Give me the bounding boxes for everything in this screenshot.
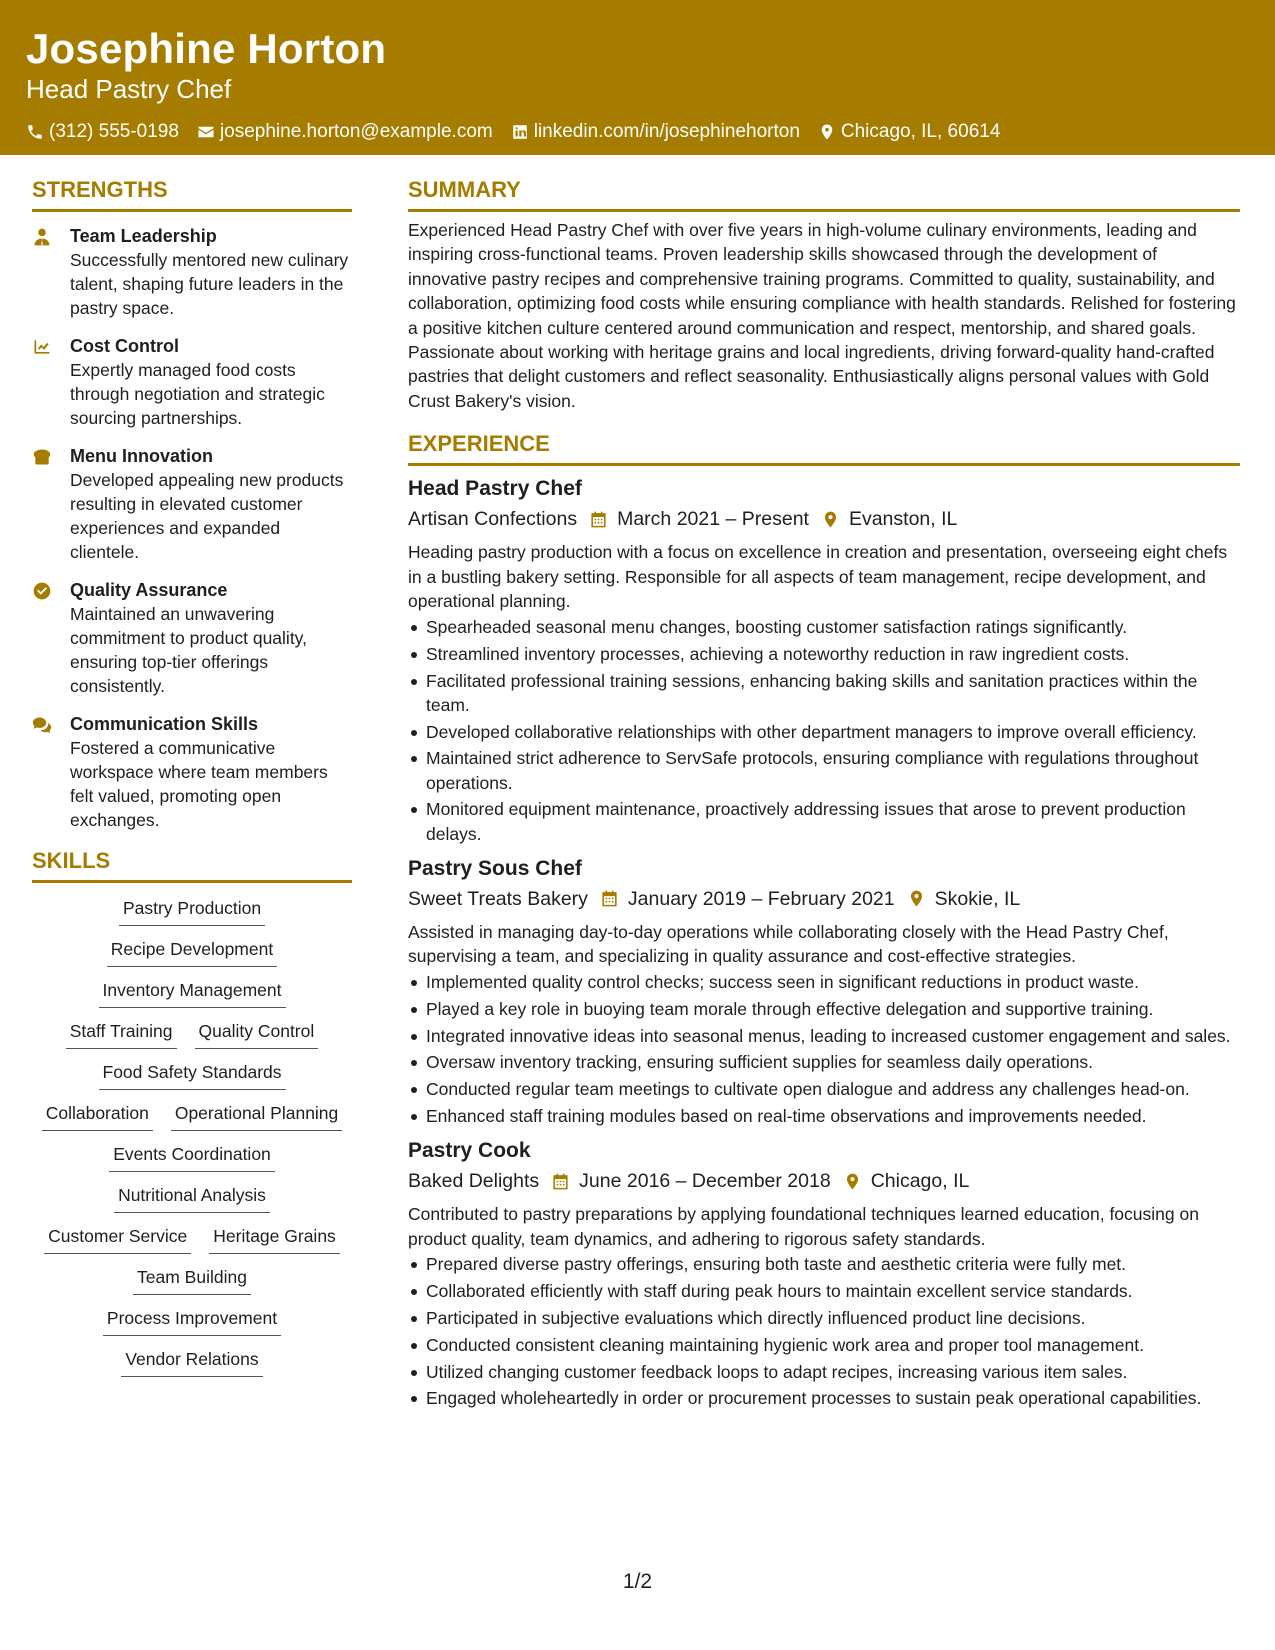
strengths-heading: STRENGTHS bbox=[32, 175, 352, 212]
strength-title: Communication Skills bbox=[70, 714, 259, 734]
phone-text: (312) 555-0198 bbox=[49, 121, 179, 142]
map-pin-icon bbox=[907, 889, 926, 908]
contact-location bbox=[818, 120, 1001, 144]
bullet-item: Streamlined inventory processes, achieving a noteworthy reduction in raw ingredient costs. bbox=[408, 642, 1240, 666]
bullet-item: Maintained strict adherence to ServSafe protocols, ensuring compliance with regulations throughout operations. bbox=[408, 746, 1240, 794]
skill-tag: Operational Planning bbox=[171, 1100, 342, 1131]
email-text: josephine.horton@example.com bbox=[219, 121, 493, 142]
contact-info bbox=[26, 120, 1249, 144]
job-dates: January 2019 – February 2021 bbox=[627, 887, 895, 910]
bullet-item: Utilized changing customer feedback loops to adapt recipes, increasing various item sales. bbox=[408, 1360, 1240, 1384]
bullet-item: Spearheaded seasonal menu changes, boosting customer satisfaction ratings significantly. bbox=[408, 615, 1240, 639]
strength-item bbox=[32, 334, 352, 430]
skill-tag: Food Safety Standards bbox=[99, 1059, 286, 1090]
job-description: Contributed to pastry preparations by applying foundational techniques learned education, focusing on product quality, team dynamics, and adhering to rigorous safety standards. bbox=[408, 1204, 1199, 1249]
strength-item bbox=[32, 224, 352, 320]
contact-linkedin[interactable] bbox=[511, 120, 800, 144]
phone-icon bbox=[26, 123, 44, 141]
skill-tag: Quality Control bbox=[195, 1018, 319, 1049]
bullet-item: Enhanced staff training modules based on real-time observations and improvements needed. bbox=[408, 1104, 1240, 1128]
skill-tag: Staff Training bbox=[66, 1018, 177, 1049]
bullet-item: Collaborated efficiently with staff during peak hours to maintain excellent service standards. bbox=[408, 1279, 1240, 1303]
skill-tag: Collaboration bbox=[42, 1100, 153, 1131]
skill-tag: Process Improvement bbox=[103, 1305, 281, 1336]
comments-icon bbox=[32, 715, 52, 735]
skills-heading: SKILLS bbox=[32, 846, 352, 883]
strength-title: Menu Innovation bbox=[70, 446, 213, 466]
right-column bbox=[408, 175, 1240, 1413]
bullet-item: Played a key role in buoying team morale through effective delegation and supportive training. bbox=[408, 997, 1240, 1021]
strength-item bbox=[32, 578, 352, 698]
bullet-item: Oversaw inventory tracking, ensuring sufficient supplies for seamless daily operations. bbox=[408, 1050, 1240, 1074]
strength-title: Team Leadership bbox=[70, 226, 217, 246]
job-title: Pastry Sous Chef bbox=[408, 856, 582, 880]
calendar-icon bbox=[551, 1172, 570, 1191]
bullet-item: Integrated innovative ideas into seasonal menus, leading to increased customer engagement and sales. bbox=[408, 1024, 1240, 1048]
strength-item bbox=[32, 444, 352, 564]
page-number: 1/2 bbox=[622, 1570, 653, 1593]
chart-line-icon bbox=[32, 337, 52, 357]
job-bullets bbox=[408, 970, 1240, 1128]
strength-title: Quality Assurance bbox=[70, 580, 228, 600]
job-dates: June 2016 – December 2018 bbox=[579, 1170, 831, 1193]
skills-list bbox=[32, 895, 352, 1377]
bullet-item: Conducted consistent cleaning maintaining hygienic work area and proper tool management. bbox=[408, 1333, 1240, 1357]
job-bullets bbox=[408, 615, 1240, 846]
strengths-list bbox=[32, 224, 352, 832]
job-dates: March 2021 – Present bbox=[617, 508, 809, 531]
strength-title: Cost Control bbox=[70, 336, 179, 356]
candidate-name: Josephine Horton bbox=[26, 25, 387, 72]
bullet-item: Conducted regular team meetings to cultivate open dialogue and address any challenges head-on. bbox=[408, 1077, 1240, 1101]
job-company: Sweet Treats Bakery bbox=[408, 887, 588, 910]
job-location: Chicago, IL bbox=[870, 1170, 970, 1193]
skill-tag: Pastry Production bbox=[119, 895, 265, 926]
bullet-item: Participated in subjective evaluations which directly influenced product line decisions. bbox=[408, 1306, 1240, 1330]
bullet-item: Facilitated professional training sessions, enhancing baking skills and sanitation practices within the team. bbox=[408, 669, 1240, 717]
envelope-icon bbox=[197, 123, 215, 141]
job-entry bbox=[408, 854, 1240, 1128]
skill-tag: Recipe Development bbox=[107, 936, 277, 967]
job-location: Skokie, IL bbox=[934, 887, 1021, 910]
job-description: Assisted in managing day-to-day operations while collaborating closely with the Head Pastry Chef, supervising a team, and specializing in quality assurance and cost-effective strategies. bbox=[408, 921, 1169, 967]
strength-desc: Successfully mentored new culinary talent, shaping future leaders in the pastry space. bbox=[70, 250, 349, 318]
candidate-title: Head Pastry Chef bbox=[26, 74, 232, 104]
skill-tag: Team Building bbox=[133, 1264, 251, 1295]
summary-text: Experienced Head Pastry Chef with over five years in high-volume culinary environments, leading and inspiring cross-functional teams. Proven leadership skills showcased through the development of innovative pastry recipes and comprehensive training programs. Committed to quality, sustainability, and collaboration, optimizing food costs while ensuring compliance with health standards. Relished for fostering a positive kitchen culture centered around communication and respect, mentorship, and shared goals. Passionate about working with heritage grains and local ingredients, driving forward-quality hand-crafted pastries that delight customers and reflect seasonality. Enthusiastically aligns personal values with Gold Crust Bakery's vision. bbox=[408, 220, 1236, 411]
calendar-icon bbox=[600, 889, 619, 908]
experience-heading: EXPERIENCE bbox=[408, 429, 1240, 466]
job-company: Baked Delights bbox=[408, 1170, 540, 1193]
bullet-item: Monitored equipment maintenance, proactively addressing issues that arose to prevent production delays. bbox=[408, 797, 1240, 845]
location-text: Chicago, IL, 60614 bbox=[840, 121, 1001, 142]
skill-tag: Inventory Management bbox=[99, 977, 286, 1008]
strength-desc: Fostered a communicative workspace where team members felt valued, promoting open exchanges. bbox=[70, 738, 328, 830]
skill-tag: Nutritional Analysis bbox=[114, 1182, 270, 1213]
contact-phone[interactable] bbox=[26, 120, 179, 144]
user-tie-icon bbox=[32, 227, 52, 247]
left-column bbox=[32, 175, 352, 1377]
contact-email[interactable] bbox=[197, 120, 493, 144]
resume-header bbox=[0, 0, 1275, 155]
job-description: Heading pastry production with a focus on excellence in creation and presentation, overseeing eight chefs in a bustling bakery setting. Responsible for all aspects of team management, recipe development, and operational planning. bbox=[408, 542, 1228, 612]
linkedin-text: linkedin.com/in/josephinehorton bbox=[533, 121, 800, 142]
map-pin-icon bbox=[818, 123, 836, 141]
skill-tag: Heritage Grains bbox=[209, 1223, 340, 1254]
strength-item bbox=[32, 712, 352, 832]
summary-heading: SUMMARY bbox=[408, 175, 1240, 212]
job-meta bbox=[408, 884, 1240, 914]
job-meta bbox=[408, 1166, 1240, 1196]
job-location: Evanston, IL bbox=[848, 508, 958, 531]
bullet-item: Prepared diverse pastry offerings, ensuring both taste and aesthetic criteria were fully met. bbox=[408, 1252, 1240, 1276]
linkedin-icon bbox=[511, 123, 529, 141]
skill-tag: Customer Service bbox=[44, 1223, 191, 1254]
bullet-item: Developed collaborative relationships with other department managers to improve overall efficiency. bbox=[408, 720, 1240, 744]
strength-desc: Maintained an unwavering commitment to product quality, ensuring top-tier offerings consistently. bbox=[70, 604, 307, 696]
skill-tag: Vendor Relations bbox=[121, 1346, 262, 1377]
job-meta bbox=[408, 504, 1240, 534]
job-bullets bbox=[408, 1252, 1240, 1410]
job-entry bbox=[408, 474, 1240, 846]
strength-desc: Expertly managed food costs through negotiation and strategic sourcing partnerships. bbox=[70, 360, 325, 428]
job-entry bbox=[408, 1136, 1240, 1410]
strength-desc: Developed appealing new products resulting in elevated customer experiences and expanded clientele. bbox=[70, 470, 344, 562]
check-circle-icon bbox=[32, 581, 52, 601]
map-pin-icon bbox=[843, 1172, 862, 1191]
map-pin-icon bbox=[821, 510, 840, 529]
bread-icon bbox=[32, 447, 52, 467]
job-title: Pastry Cook bbox=[408, 1139, 531, 1163]
calendar-icon bbox=[589, 510, 608, 529]
job-company: Artisan Confections bbox=[408, 508, 578, 531]
job-title: Head Pastry Chef bbox=[408, 477, 582, 501]
skill-tag: Events Coordination bbox=[109, 1141, 275, 1172]
bullet-item: Engaged wholeheartedly in order or procurement processes to sustain peak operational capabilities. bbox=[408, 1386, 1240, 1410]
bullet-item: Implemented quality control checks; success seen in significant reductions in product waste. bbox=[408, 970, 1240, 994]
